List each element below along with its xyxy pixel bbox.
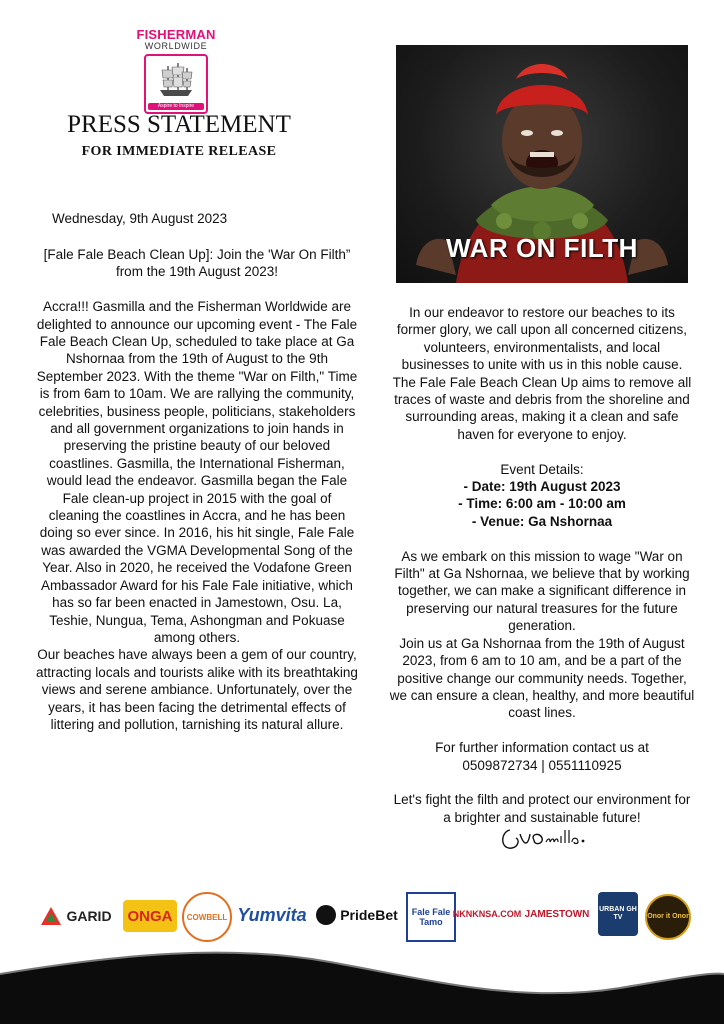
sponsor-urbangh-logo: [598, 892, 638, 936]
contact-label: For further information contact us at: [435, 740, 649, 756]
beaches-paragraph: Our beaches have always been a gem of our country, attracting locals and tourists alike with its breathtaking views and serene ambiance. Unfortunately, over the years, it has been facing the detrimental effects of littering and pollution, tarnishing its natural allure.: [36, 647, 358, 732]
logo-brand-sub: WORLDWIDE: [144, 41, 208, 51]
sponsor-onga-logo: [123, 900, 177, 932]
sponsor-garid-logo: [36, 902, 116, 930]
sponsor-garid-label: GARID: [66, 908, 112, 924]
event-details-heading: Event Details:: [500, 461, 584, 477]
sponsor-cowbell-label: COWBELL: [186, 912, 228, 922]
sponsor-jamestown-logo: [521, 898, 593, 930]
intro-paragraph: In our endeavor to restore our beaches to its former glory, we call upon all concerned citizens, volunteers, environmentalists, and local businesses to unite with us in this noble cause. The Fale Fale Beach Clean Up aims to remove all traces of waste and debris from the shoreline and surrounding areas, making it a clean and safe haven for everyone to enjoy.: [392, 305, 692, 442]
mission-paragraph: As we embark on this mission to wage "War on Filth" at Ga Nshornaa, we believe that by working together, we can make a significant difference in preserving our natural treasures for the future generation.: [394, 548, 690, 634]
sponsor-jamestown-label: JAMESTOWN: [524, 908, 590, 920]
join-us-paragraph: Join us at Ga Nshornaa from the 19th of August 2023, from 6 am to 10 am, and be a part of the positive change our community needs. Together, we can ensure a clean, healthy, and more beautiful coast lines.: [389, 635, 695, 721]
lion-icon: [316, 905, 336, 925]
sponsor-logos: [0, 886, 724, 944]
sponsor-yumvita-label: Yumvita: [237, 904, 307, 925]
left-column: [36, 246, 358, 733]
statement-date: Wednesday, 9th August 2023: [52, 211, 228, 226]
event-venue: - Venue: Ga Nshornaa: [471, 513, 613, 529]
sponsor-cowbell-logo: [182, 892, 232, 942]
contact-numbers: 0509872734 | 0551110925: [462, 757, 622, 773]
ship-icon: [154, 60, 198, 100]
announcement-paragraph: Accra!!! Gasmilla and the Fisherman Worldwide are delighted to announce our upcoming event - The Fale Fale Beach Clean Up, scheduled to take place at Ga Nshornaa from the 19th of August to the 9th September 2023. With the theme "War on Filth," Time is from 6am to 10am. We are rallying the community, celebrities, business people, politicians, stakeholders and all government organizations to join hands in preserving the pristine beauty of our beloved coastlines. Gasmilla, the International Fisherman, would lead the endeavor. Gasmilla began the Fale Fale clean-up project in 2015 with the goal of cleaning the coastlines in Accra, and he has been doing so ever since. In 2016, his hit single, Fale Fale was awarded the VGMA Developmental Song of the Year. Also in 2020, he received the Vodafone Green Ambassador Award for his Fale Fale initiative, which has so far been enacted in Jamestown, Osu. La, Teshie, Nungua, Tema, Ashongman and Pokuase among others.: [36, 299, 358, 645]
sponsor-falefale-logo: [406, 892, 456, 942]
page-title: PRESS STATEMENT: [67, 111, 291, 138]
event-date: - Date: 19th August 2023: [463, 479, 621, 495]
closing-paragraph: Let's fight the filth and protect our environment for a brighter and sustainable future!: [393, 792, 691, 825]
sponsor-pridebet-logo: [314, 900, 400, 930]
sponsor-onor-logo: [645, 894, 691, 940]
footer-wave-decoration: [0, 944, 724, 1024]
gasmilla-signature: [498, 820, 590, 856]
garid-triangle-icon: [40, 906, 62, 926]
page-subtitle: FOR IMMEDIATE RELEASE: [81, 144, 277, 159]
sponsor-pridebet-label: PrideBet: [340, 907, 398, 923]
ship-emblem: [144, 54, 208, 114]
hero-overlay-text: WAR ON FILTH: [446, 233, 638, 263]
sponsor-urbangh-label: URBAN GH TV: [599, 906, 637, 921]
fisherman-worldwide-logo: [118, 28, 234, 114]
logo-tagline: Aspire to Inspire: [148, 103, 204, 110]
event-time: - Time: 6:00 am - 10:00 am: [458, 496, 626, 512]
sponsor-onga-label: ONGA: [127, 907, 173, 925]
right-column: [389, 304, 695, 826]
headline-paragraph: [Fale Fale Beach Clean Up]: Join the 'War On Filth” from the 19th August 2023!: [43, 247, 351, 280]
sponsor-falefale-label: Fale Fale Tamo: [411, 907, 451, 927]
sponsor-nknknsa-logo: [452, 898, 522, 930]
sponsor-yumvita-logo: [234, 898, 310, 932]
sponsor-nknknsa-label: NKNKNSA.COM: [452, 909, 522, 919]
hero-image: [396, 45, 688, 283]
sponsor-onor-label: Onor it Onor: [647, 913, 689, 920]
logo-brand: FISHERMAN: [136, 27, 216, 42]
